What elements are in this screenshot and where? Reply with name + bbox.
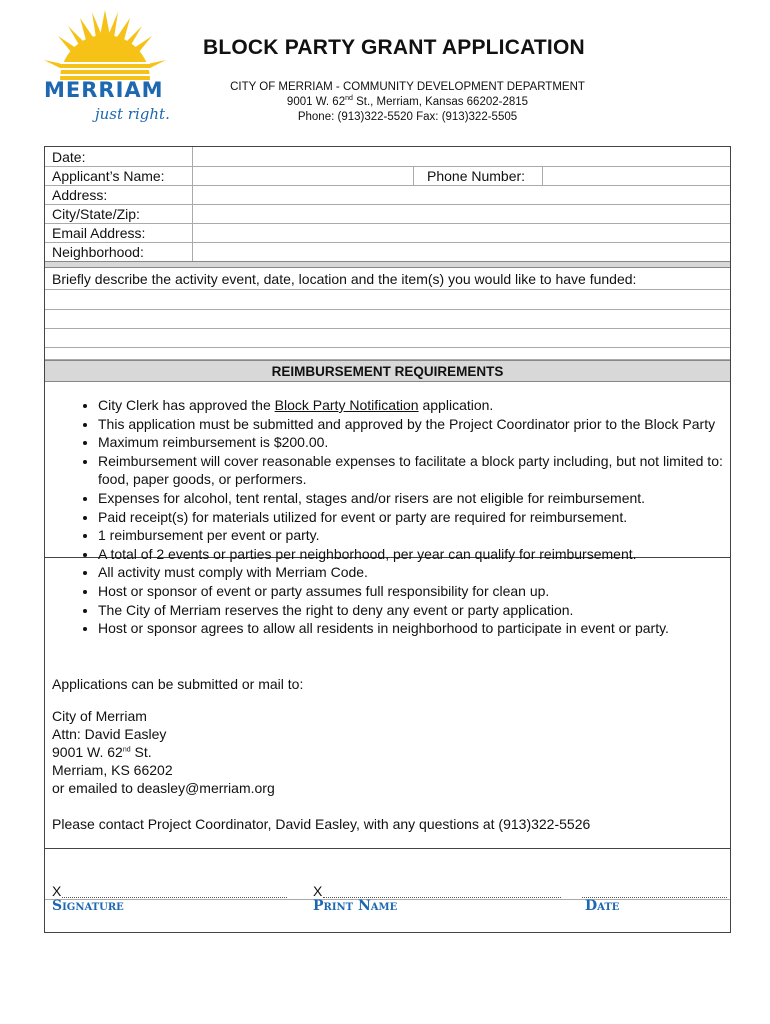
date-label-sig: Date	[585, 898, 620, 914]
describe-row	[45, 267, 730, 290]
list-item: • City Clerk has approved the Block Party Notification application.	[98, 396, 728, 415]
list-item: • This application must be submitted and approved by the Project Coordinator prior to the Block Party	[98, 415, 728, 434]
list-item: • Host or sponsor of event or party assumes full responsibility for clean up.	[98, 582, 728, 601]
print-name-x: X	[313, 883, 323, 899]
date-label: Date:	[52, 149, 86, 165]
name-row	[45, 166, 730, 186]
contact-text: Please contact Project Coordinator, David Easley, with any questions at (913)322-5526	[52, 816, 591, 832]
neighborhood-label: Neighborhood:	[52, 244, 144, 260]
date-row	[45, 147, 730, 167]
phone-number-label: Phone Number:	[427, 168, 526, 184]
department-name: CITY OF MERRIAM - COMMUNITY DEVELOPMENT DEPARTMENT	[230, 81, 585, 93]
signature-x: X	[52, 883, 62, 899]
city-row	[45, 204, 730, 224]
department-address: 9001 W. 62nd St., Merriam, Kansas 66202-2815	[286, 95, 529, 108]
signature-label: Signature	[52, 898, 124, 914]
mail-address: City of Merriam Attn: David Easley 9001 W. 62nd St. Merriam, KS 66202 or emailed to deasley@merriam.org	[52, 708, 275, 796]
list-item: • Maximum reimbursement is $200.00.	[98, 433, 728, 452]
address-label: Address:	[52, 187, 108, 203]
page-title: BLOCK PARTY GRANT APPLICATION	[203, 36, 585, 59]
list-item: • The City of Merriam reserves the right to deny any event or party application.	[98, 601, 728, 620]
list-item: • A total of 2 events or parties per neighborhood, per year can qualify for reimbursement.	[98, 545, 728, 564]
block-party-notification-link[interactable]: Block Party Notification	[274, 397, 419, 413]
print-name-label: Print Name	[313, 898, 398, 914]
logo-wordmark: MERRIAM	[44, 78, 164, 102]
address-row	[45, 185, 730, 205]
describe-label: Briefly describe the activity event, date, location and the item(s) you would like to have funded:	[52, 271, 637, 287]
describe-line[interactable]	[45, 328, 730, 348]
requirements-heading: REIMBURSEMENT REQUIREMENTS	[271, 364, 504, 379]
merriam-logo	[40, 8, 175, 128]
department-phone: Phone: (913)322-5520 Fax: (913)322-5505	[297, 111, 518, 123]
email-address-label: Email Address:	[52, 225, 146, 241]
list-item: • All activity must comply with Merriam Code.	[98, 563, 728, 582]
list-item: • Host or sponsor agrees to allow all residents in neighborhood to participate in event or party.	[98, 619, 728, 638]
list-item: • Expenses for alcohol, tent rental, stages and/or risers are not eligible for reimbursement.	[98, 489, 728, 508]
list-item: • Reimbursement will cover reasonable expenses to facilitate a block party including, but not limited to: food, paper goods, or performers.	[98, 452, 728, 489]
logo-tagline: just right.	[95, 105, 170, 123]
applicant-name-label: Applicant’s Name:	[52, 168, 165, 184]
requirements-heading-bar	[45, 360, 730, 382]
describe-line[interactable]	[45, 309, 730, 329]
list-item: • Paid receipt(s) for materials utilized for event or party are required for reimbursement.	[98, 508, 728, 527]
sun-icon	[40, 8, 175, 88]
describe-line[interactable]	[45, 347, 730, 360]
list-item: • 1 reimbursement per event or party.	[98, 526, 728, 545]
signature-block	[44, 848, 731, 933]
submit-intro: Applications can be submitted or mail to:	[52, 676, 304, 692]
neighborhood-row	[45, 242, 730, 262]
describe-line[interactable]	[45, 290, 730, 310]
city-state-zip-label: City/State/Zip:	[52, 206, 140, 222]
email-row	[45, 223, 730, 243]
